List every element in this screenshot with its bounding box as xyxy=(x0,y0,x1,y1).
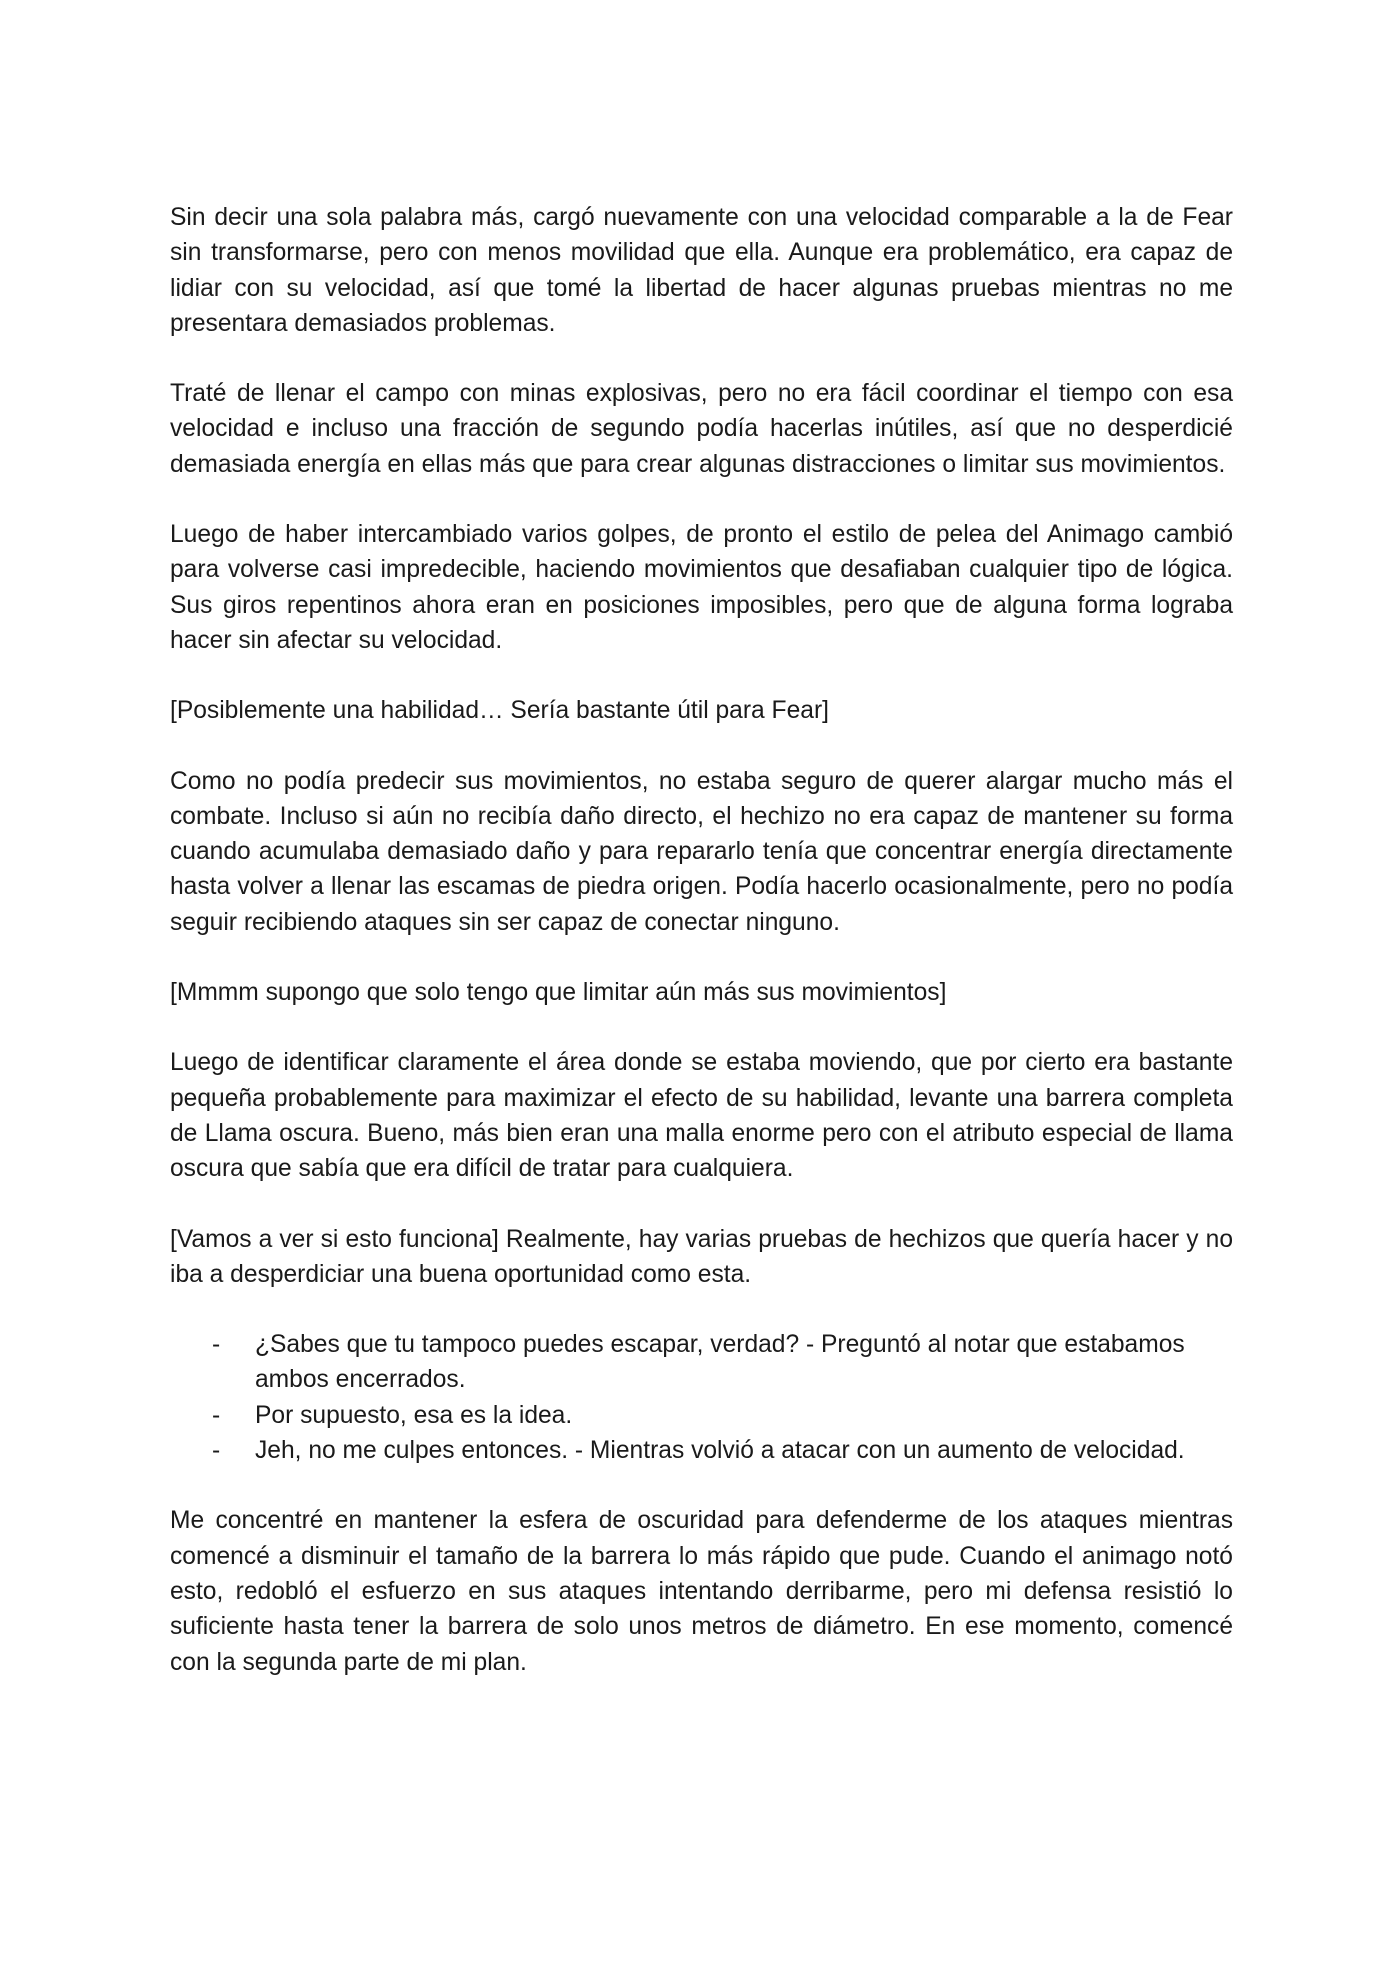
document-page xyxy=(170,200,1233,1715)
dialogue-item xyxy=(170,1327,1233,1398)
paragraph: Sin decir una sola palabra más, cargó nuevamente con una velocidad comparable a la de Fear sin transformarse, pero con menos movilidad que ella. Aunque era problemático, era capaz de lidiar con su velocidad, así que tomé la libertad de hacer algunas pruebas mientras no me presentara demasiados problemas. xyxy=(170,204,1233,337)
dialogue-item xyxy=(170,1398,1233,1433)
dash-bullet: - xyxy=(212,1401,221,1429)
thought-line: [Posiblemente una habilidad… Sería bastante útil para Fear] xyxy=(170,697,829,725)
thought-line: [Mmmm supongo que solo tengo que limitar aún más sus movimientos] xyxy=(170,979,947,1007)
paragraph: Luego de haber intercambiado varios golpes, de pronto el estilo de pelea del Animago cambió para volverse casi impredecible, haciendo movimientos que desafiaban cualquier tipo de lógica. Sus giros repentinos ahora eran en posiciones imposibles, pero que de alguna forma lograba hacer sin afectar su velocidad. xyxy=(170,521,1233,654)
dialogue-text: Jeh, no me culpes entonces. - Mientras volvió a atacar con un aumento de velocidad. xyxy=(255,1437,1185,1465)
paragraph: Luego de identificar claramente el área donde se estaba moviendo, que por cierto era bastante pequeña probablemente para maximizar el efecto de su habilidad, levante una barrera completa de Llama oscura. Bueno, más bien eran una malla enorme pero con el atributo especial de llama oscura que sabía que era difícil de tratar para cualquiera. xyxy=(170,1049,1233,1183)
paragraph: Traté de llenar el campo con minas explosivas, pero no era fácil coordinar el tiempo con esa velocidad e incluso una fracción de segundo podía hacerlas inútiles, así que no desperdicié demasiada energía en ellas más que para crear algunas distracciones o limitar sus movimientos. xyxy=(170,380,1233,478)
dialogue-text: Por supuesto, esa es la idea. xyxy=(255,1401,573,1429)
dialogue-list xyxy=(170,1327,1233,1468)
paragraph: [Vamos a ver si esto funciona] Realmente, hay varias pruebas de hechizos que quería hacer y no iba a desperdiciar una buena oportunidad como esta. xyxy=(170,1225,1233,1288)
paragraph: Me concentré en mantener la esfera de oscuridad para defenderme de los ataques mientras comencé a disminuir el tamaño de la barrera lo más rápido que pude. Cuando el animago notó esto, redobló el esfuerzo en sus ataques intentando derribarme, pero mi defensa resistió lo suficiente hasta tener la barrera de solo unos metros de diámetro. En ese momento, comencé con la segunda parte de mi plan. xyxy=(170,1507,1233,1676)
dialogue-text: ¿Sabes que tu tampoco puedes escapar, verdad? - Preguntó al notar que estabamos ambos encerrados. xyxy=(255,1331,1185,1394)
paragraph: Como no podía predecir sus movimientos, no estaba seguro de querer alargar mucho más el combate. Incluso si aún no recibía daño directo, el hechizo no era capaz de mantener su forma cuando acumulaba demasiado daño y para repararlo tenía que concentrar energía directamente hasta volver a llenar las escamas de piedra origen. Podía hacerlo ocasionalmente, pero no podía seguir recibiendo ataques sin ser capaz de conectar ninguno. xyxy=(170,767,1233,936)
dash-bullet: - xyxy=(212,1331,221,1359)
dash-bullet: - xyxy=(212,1437,221,1465)
dialogue-item xyxy=(170,1433,1233,1468)
